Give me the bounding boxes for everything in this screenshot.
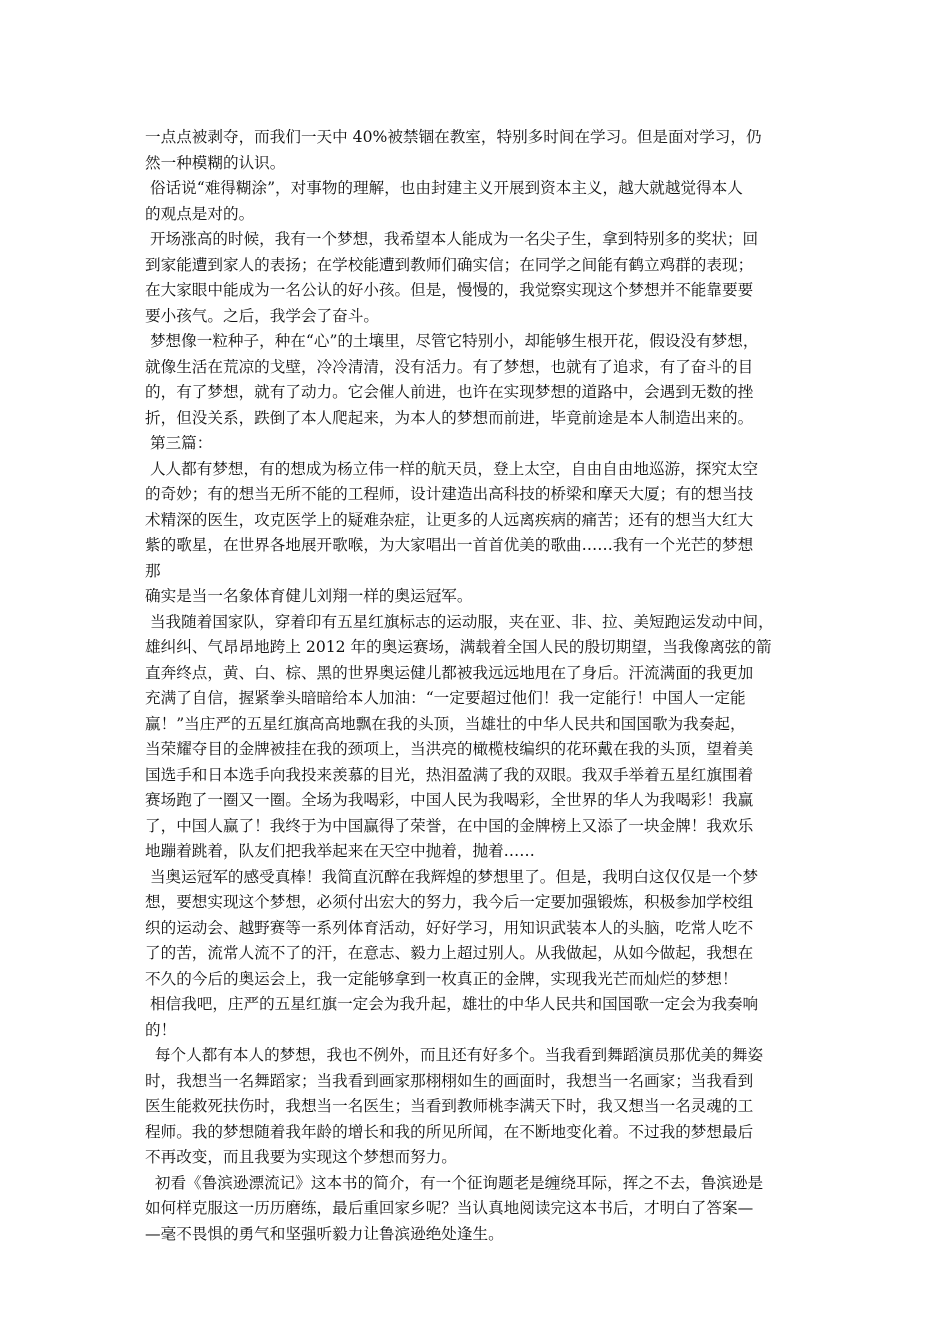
text-line: 赢！”当庄严的五星红旗高高地飘在我的头顶，当雄壮的中华人民共和国国歌为我奏起， [145,714,746,733]
text-line: 相信我吧，庄严的五星红旗一定会为我升起，雄壮的中华人民共和国国歌一定会为我奏响 [145,995,759,1013]
text-line: 医生能救死扶伤时，我想当一名医生；当看到教师桃李满天下时，我又想当一名灵魂的工 [145,1097,754,1115]
text-line: 确实是当一名象体育健儿刘翔一样的奥运冠军。 [145,587,473,605]
text-line: 一点点被剥夺，而我们一天中 40%被禁锢在教室，特别多时间在学习。但是面对学习，仍 [145,128,762,146]
text-line: 不久的今后的奥运会上，我一定能够拿到一枚真正的金牌，实现我光芒而灿烂的梦想！ [145,969,738,988]
text-line: 程师。我的梦想随着我年龄的增长和我的所见所闻，在不断地变化着。不过我的梦想最后 [145,1122,754,1141]
text-line: 的！ [145,1020,177,1039]
text-line: 了，中国人赢了！我终于为中国赢得了荣誉，在中国的金牌榜上又添了一块金牌！我欢乐 [145,816,754,835]
text-line: 的，有了梦想，就有了动力。它会催人前进，也许在实现梦想的道路中，会遇到无数的挫 [145,383,754,401]
text-line: 初看《鲁滨逊漂流记》这本书的简介，有一个征询题老是缠绕耳际，挥之不去，鲁滨逊是 [145,1173,764,1192]
text-line: 充满了自信，握紧拳头暗暗给本人加油：“一定要超过他们！我一定能行！中国人一定能 [145,689,746,707]
text-line: 国选手和日本选手向我投来羡慕的目光，热泪盈满了我的双眼。我双手举着五星红旗围着 [145,765,754,784]
text-line: 每个人都有本人的梦想，我也不例外，而且还有好多个。当我看到舞蹈演员那优美的舞姿 [145,1046,764,1064]
text-line: 紫的歌星，在世界各地展开歌喉，为大家唱出一首首优美的歌曲……我有一个光芒的梦想 [145,536,754,554]
text-line: 地蹦着跳着，队友们把我举起来在天空中抛着，抛着…… [145,842,535,860]
text-line: 时，我想当一名舞蹈家；当我看到画家那栩栩如生的画面时，我想当一名画家；当我看到 [145,1071,754,1090]
text-line: 那 [145,561,161,580]
text-line: 的奇妙；有的想当无所不能的工程师，设计建造出高科技的桥梁和摩天大厦；有的想当技 [145,485,754,503]
text-line: 要小孩气。之后，我学会了奋斗。 [145,306,379,325]
text-line: 当我随着国家队，穿着印有五星红旗标志的运动服，夹在亚、非、拉、美短跑运发动中间， [145,612,774,631]
text-line: 想，要想实现这个梦想，必须付出宏大的努力，我今后一定要加强锻炼，积极参加学校组 [145,893,754,911]
text-line: 了的苦，流常人流不了的汗，在意志、毅力上超过别人。从我做起，从如今做起，我想在 [145,944,754,962]
text-line: 当奥运冠军的感受真棒！我简直沉醉在我辉煌的梦想里了。但是，我明白这仅仅是一个梦 [145,867,759,886]
text-line: 就像生活在荒凉的戈壁，冷冷清清，没有活力。有了梦想，也就有了追求，有了奋斗的目 [145,357,754,376]
text-line: 开场涨高的时候，我有一个梦想，我希望本人能成为一名尖子生，拿到特别多的奖状；回 [145,230,759,248]
text-line: 到家能遭到家人的表扬；在学校能遭到教师们确实信；在同学之间能有鹤立鸡群的表现； [145,255,754,274]
text-line: 赛场跑了一圈又一圈。全场为我喝彩，中国人民为我喝彩，全世界的华人为我喝彩！我赢 [145,791,754,809]
section-heading: 第三篇： [145,434,213,452]
text-line: 直奔终点，黄、白、棕、黑的世界奥运健儿都被我远远地甩在了身后。汗流满面的我更加 [145,663,754,682]
text-line: 的观点是对的。 [145,204,255,223]
text-line: 俗话说“难得糊涂”，对事物的理解，也由封建主义开展到资本主义，越大就越觉得本人 [145,179,743,197]
text-line: 当荣耀夺目的金牌被挂在我的颈项上，当洪亮的橄榄枝编织的花环戴在我的头顶，望着美 [145,740,754,758]
text-line: 梦想像一粒种子，种在“心”的土壤里，尽管它特别小，却能够生根开花，假设没有梦想， [145,332,759,350]
text-line: 如何样克服这一历历磨练，最后重回家乡呢？当认真地阅读完这本书后，才明白了答案— [145,1199,754,1217]
text-line: 然一种模糊的认识。 [145,153,286,172]
text-line: 术精深的医生，攻克医学上的疑难杂症，让更多的人远离疾病的痛苦；还有的想当大红大 [145,510,754,529]
text-line: 织的运动会、越野赛等一系列体育活动，好好学习，用知识武装本人的头脑，吃常人吃不 [145,918,754,937]
text-line: 人人都有梦想，有的想成为杨立伟一样的航天员，登上太空，自由自由地巡游，探究太空 [145,459,759,478]
text-line: 雄纠纠、气昂昂地跨上 2012 年的奥运赛场，满载着全国人民的殷切期望，当我像离弦的箭 [145,638,772,656]
text-line: 在大家眼中能成为一名公认的好小孩。但是，慢慢的，我觉察实现这个梦想并不能靠要要 [145,281,754,299]
text-line: 折，但没关系，跌倒了本人爬起来，为本人的梦想而前进，毕竟前途是本人制造出来的。 [145,408,754,427]
text-line: 不再改变，而且我要为实现这个梦想而努力。 [145,1148,457,1166]
text-line: —毫不畏惧的勇气和坚强听毅力让鲁滨逊绝处逢生。 [145,1224,504,1243]
document-body [145,125,807,1247]
